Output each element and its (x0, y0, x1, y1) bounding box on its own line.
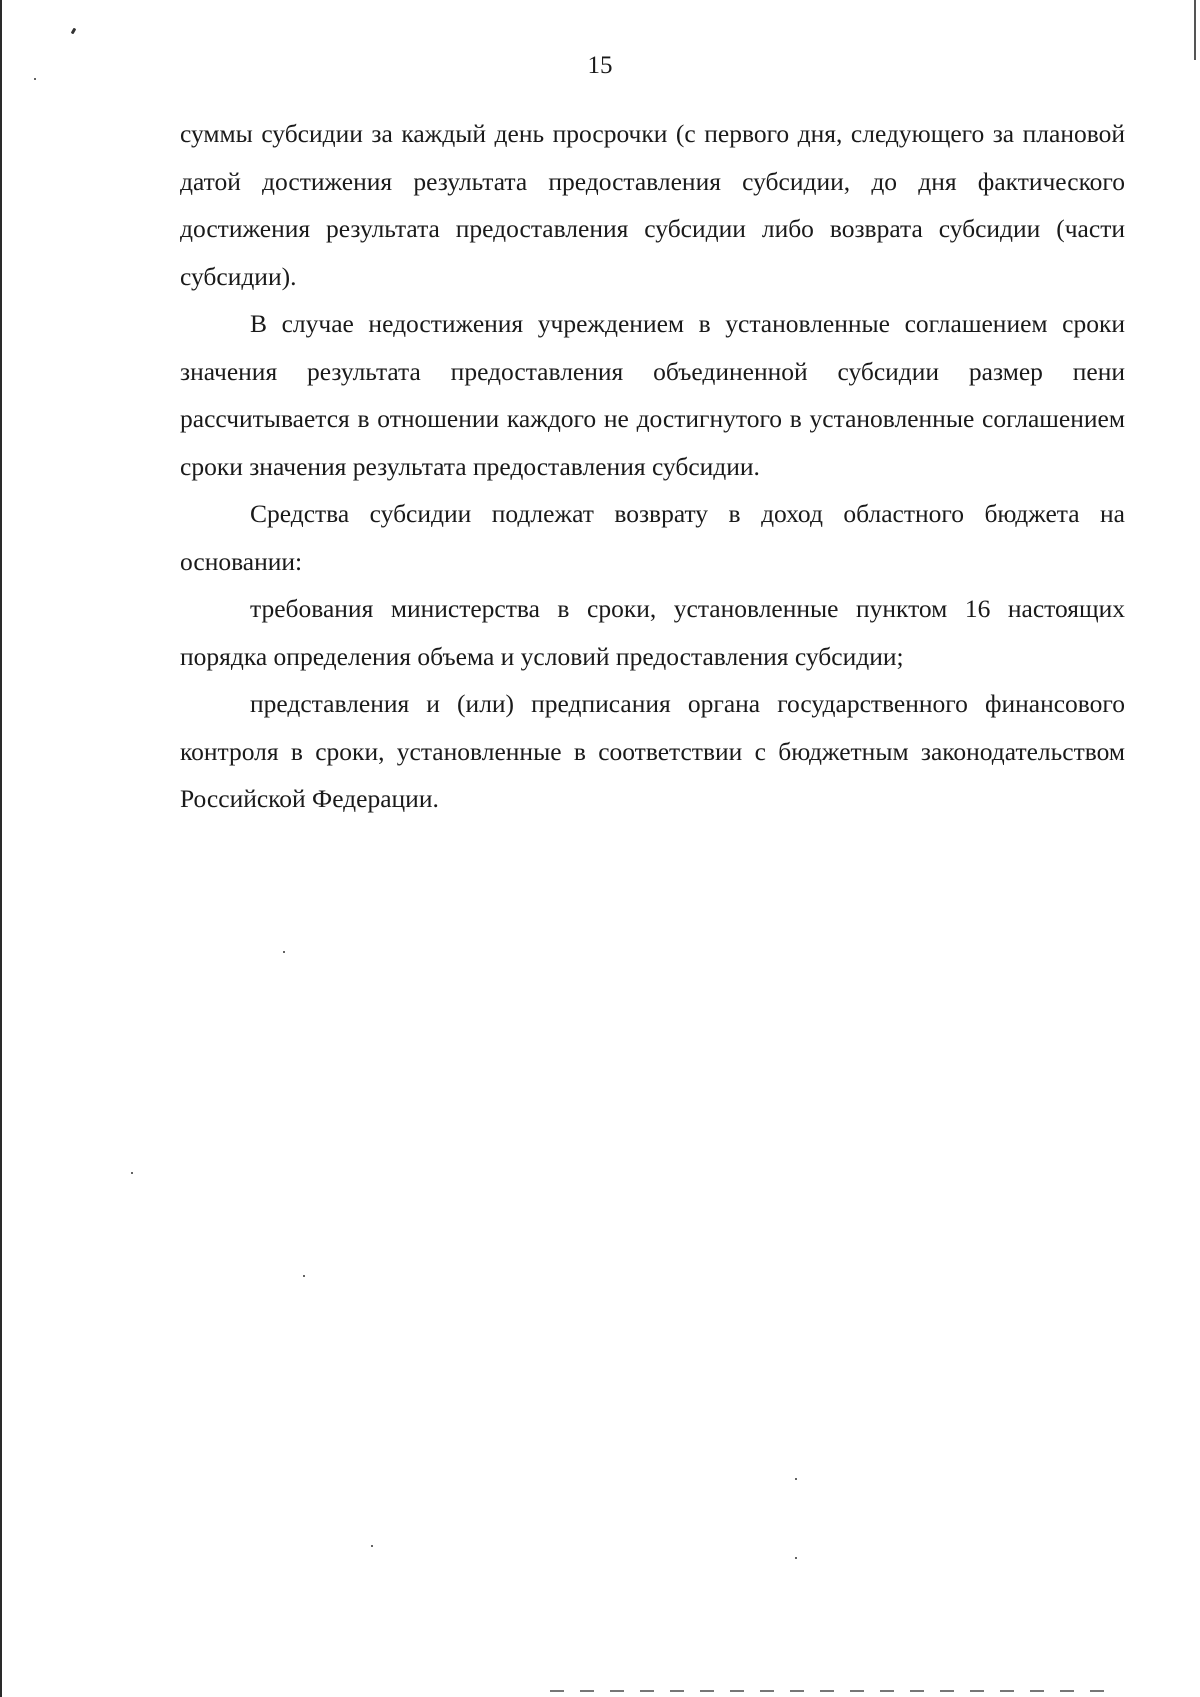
paragraph-penalty-period: суммы субсидии за каждый день просрочки (с первого дня, следующего за плановой датой достижения результата предоставления субсидии, до дня фактического достижения результата предоставления субсидии либо возврата субсидии (части субсидии). (180, 119, 1125, 291)
paragraph-financial-control: представления и (или) предписания органа государственного финансового контроля в сроки, установленные в соответствии с бюджетным законодательством Российской Федерации. (180, 689, 1125, 813)
scan-speck (795, 1557, 797, 1559)
paragraph-ministry-requirement: требования министерства в сроки, установленные пунктом 16 настоящих порядка определения объема и условий предоставления субсидии; (180, 594, 1125, 671)
scan-speck (131, 1172, 133, 1174)
paragraph-penalty-calculation: В случае недостижения учреждением в установленные соглашением сроки значения результата предоставления объединенной субсидии размер пени рассчитывается в отношении каждого не достигнутого в установленные соглашением сроки значения результата предоставления субсидии. (180, 309, 1125, 481)
scan-streak (550, 1690, 1120, 1692)
scan-edge-right (1194, 0, 1196, 60)
scan-speck (795, 1478, 797, 1480)
scan-speck (283, 951, 285, 953)
page-number: 15 (587, 52, 613, 79)
scan-speck (71, 28, 77, 35)
scan-speck (303, 1275, 305, 1277)
document-body (180, 110, 1125, 823)
scan-speck (34, 78, 36, 80)
scan-speck (371, 1545, 373, 1547)
paragraph-refund-basis: Средства субсидии подлежат возврату в доход областного бюджета на основании: (180, 499, 1125, 576)
scan-edge-left (0, 0, 2, 1697)
